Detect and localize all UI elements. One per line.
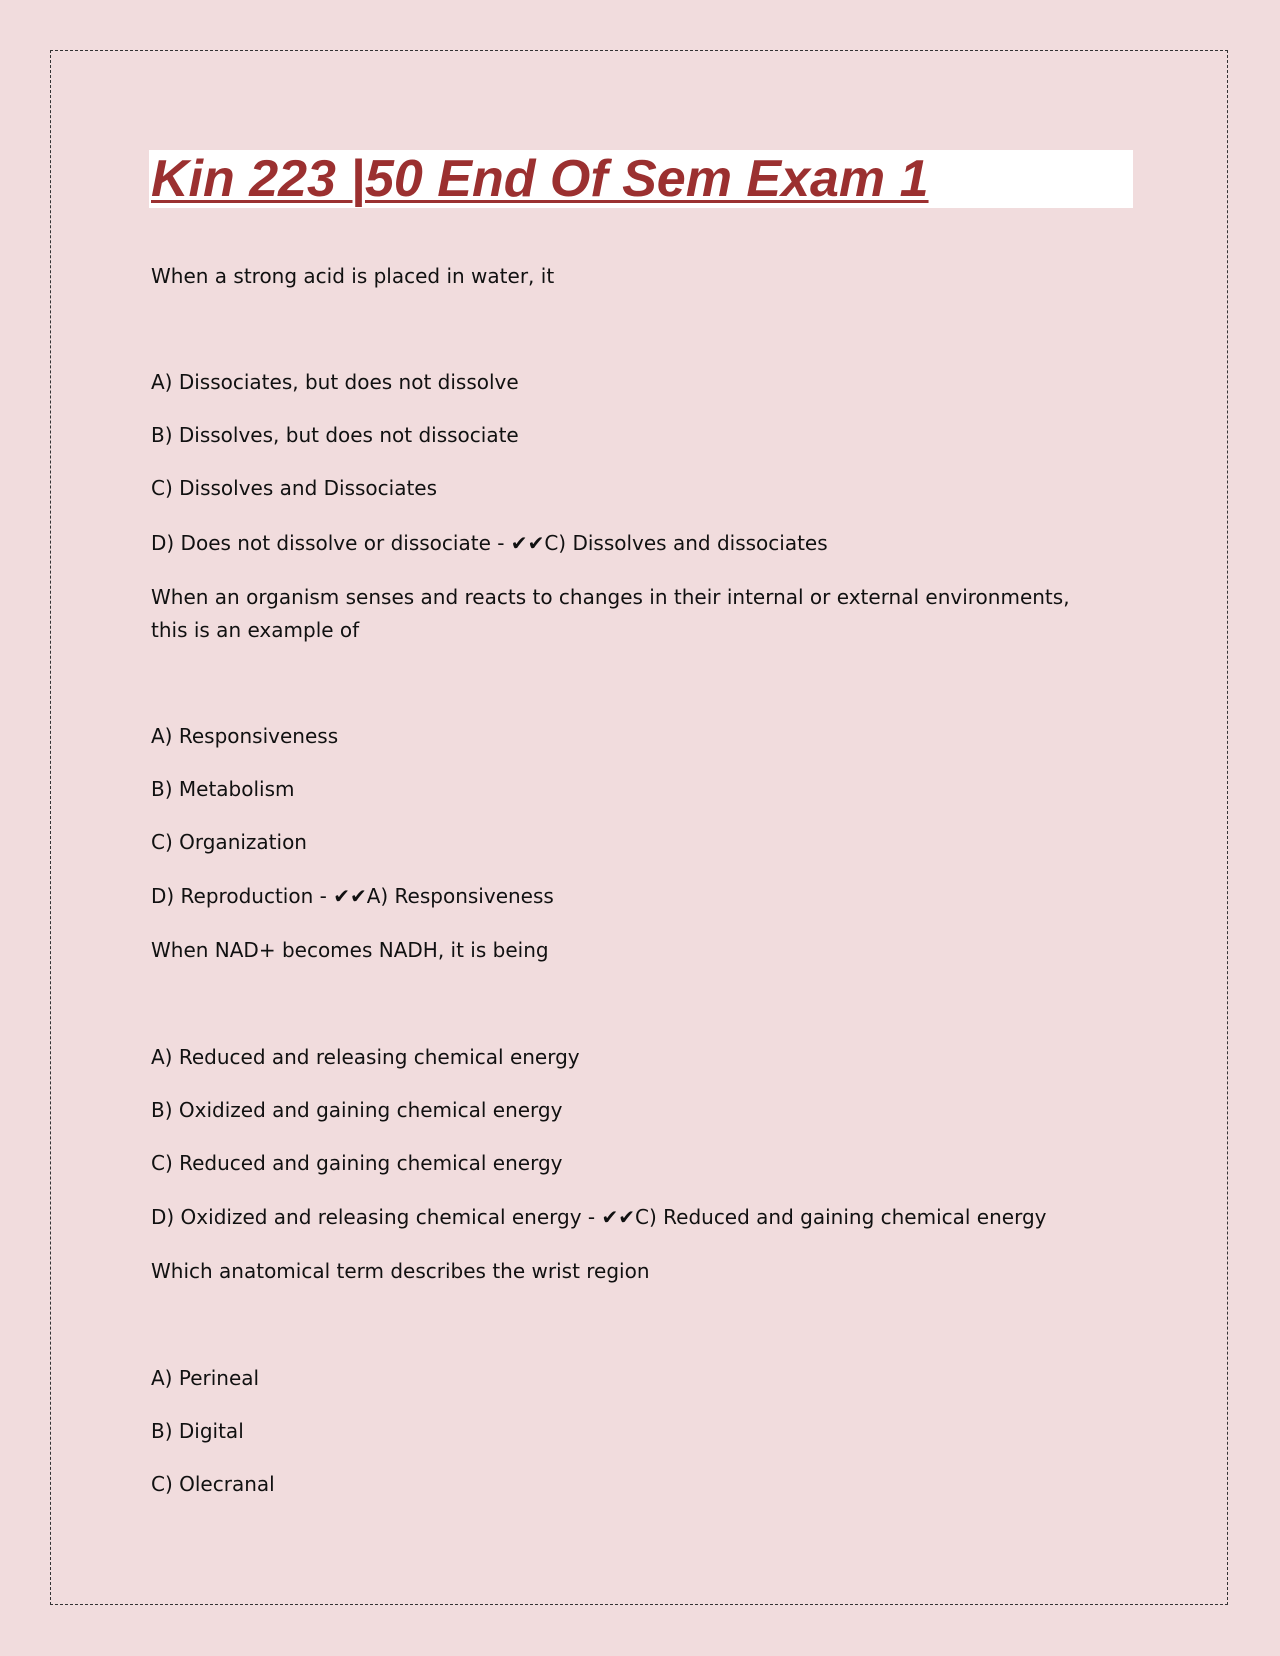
question-2-option-a: A) Responsiveness	[151, 724, 339, 748]
document-title: Kin 223 |50 End Of Sem Exam 1	[151, 150, 929, 208]
question-4-option-c: C) Olecranal	[151, 1472, 275, 1496]
question-4-prompt: Which anatomical term describes the wrist region	[151, 1259, 650, 1283]
question-3-option-c: C) Reduced and gaining chemical energy	[151, 1151, 563, 1175]
question-2-option-c: C) Organization	[151, 830, 307, 854]
question-1-prompt: When a strong acid is placed in water, it	[151, 264, 555, 288]
question-2-option-d-answer: D) Reproduction - ✔✔A) Responsiveness	[151, 884, 554, 908]
question-3-prompt: When NAD+ becomes NADH, it is being	[151, 938, 549, 962]
question-3-option-b: B) Oxidized and gaining chemical energy	[151, 1098, 563, 1122]
question-2-prompt: When an organism senses and reacts to changes in their internal or external environments, this is an example of	[151, 585, 1070, 642]
question-4-option-a: A) Perineal	[151, 1366, 260, 1390]
question-1-option-d-answer: D) Does not dissolve or dissociate - ✔✔C) Dissolves and dissociates	[151, 531, 828, 555]
question-2-option-b: B) Metabolism	[151, 777, 295, 801]
question-3-option-a: A) Reduced and releasing chemical energy	[151, 1045, 580, 1069]
question-1-option-b: B) Dissolves, but does not dissociate	[151, 423, 519, 447]
question-1-option-c: C) Dissolves and Dissociates	[151, 476, 438, 500]
question-3-option-d-answer: D) Oxidized and releasing chemical energy - ✔✔C) Reduced and gaining chemical energy	[151, 1205, 1047, 1229]
question-4-option-b: B) Digital	[151, 1419, 244, 1443]
question-1-option-a: A) Dissociates, but does not dissolve	[151, 370, 519, 394]
